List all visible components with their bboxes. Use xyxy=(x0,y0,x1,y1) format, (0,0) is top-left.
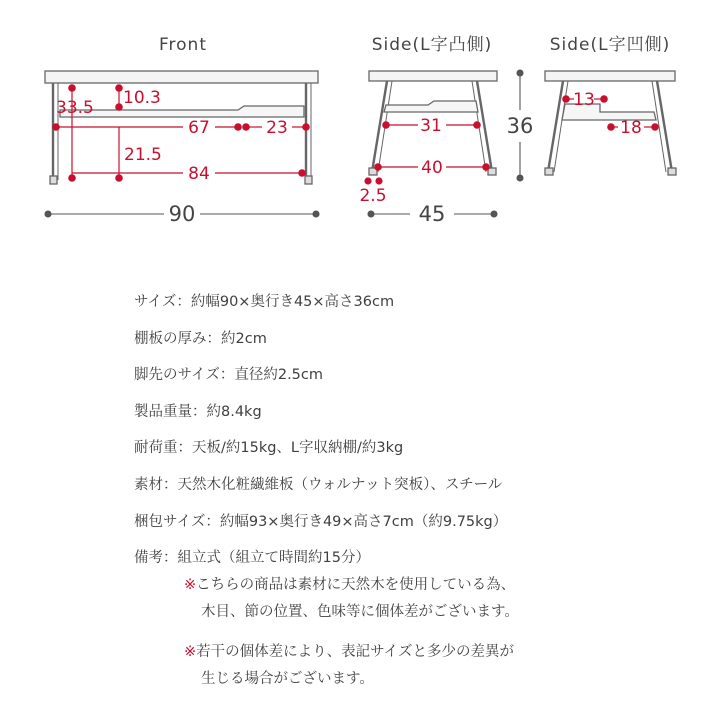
note-mark: ※ xyxy=(184,577,197,593)
front-leg-tip-left xyxy=(50,176,57,184)
spec-shelf-thickness: 棚板の厚み：約2cm xyxy=(134,330,267,347)
front-inner-width-label: 67 xyxy=(188,118,210,138)
front-total-height-label: 33.5 xyxy=(56,98,94,118)
note-text-line: 木目、節の位置、色味等に個体差がございます。 xyxy=(201,604,519,620)
note-text-line: こちらの商品は素材に天然木を使用している為、 xyxy=(196,577,516,593)
side-convex-leg-span-label: 40 xyxy=(421,158,443,178)
front-shelf-width-label: 23 xyxy=(266,118,288,138)
spec-remarks: 備考：組立式（組立て時間約15分） xyxy=(134,550,370,567)
front-view-title: Front xyxy=(159,35,207,55)
spec-material: 素材：天然木化粧繊維板（ウォルナット突板）、スチール xyxy=(134,476,503,493)
spec-size: サイズ：約幅90×奥行き45×高さ36cm xyxy=(134,294,395,310)
note-size-variance xyxy=(184,639,704,693)
side-convex-shelf-depth-label: 31 xyxy=(420,116,442,136)
side-concave-shelf-depth-label: 18 xyxy=(620,118,642,138)
side-concave-tabletop xyxy=(545,71,675,81)
side-overall-depth-label: 45 xyxy=(418,202,446,226)
note-mark: ※ xyxy=(184,644,197,660)
spec-package-size: 梱包サイズ：約幅93×奥行き49×高さ7cm（約9.75kg） xyxy=(134,513,508,530)
side-convex-view-title: Side(L字凸側) xyxy=(371,35,493,55)
note-natural-wood xyxy=(184,572,704,626)
front-l-shelf xyxy=(60,106,304,117)
side-concave-shelf-offset-label: 13 xyxy=(573,90,595,110)
front-leg-tip-right xyxy=(305,176,312,184)
spec-leg-tip-size: 脚先のサイズ：直径約2.5cm xyxy=(134,367,323,384)
spec-product-weight: 製品重量：約8.4kg xyxy=(134,403,262,420)
front-shelf-clearance-label: 21.5 xyxy=(124,145,162,165)
note-text-line: 若干の個体差により、表記サイズと多少の差異が xyxy=(196,644,514,660)
spec-load-capacity: 耐荷重：天板/約15kg、L字収納棚/約3kg xyxy=(134,440,404,457)
dimension-diagram xyxy=(0,0,720,270)
side-convex-l-shelf xyxy=(384,101,478,112)
front-leg-span-label: 84 xyxy=(188,164,210,184)
spec-list xyxy=(134,284,694,577)
side-overall-height-label: 36 xyxy=(506,114,534,138)
front-overall-width-label: 90 xyxy=(168,202,196,226)
side-convex-leg-diameter-label: 2.5 xyxy=(359,186,387,206)
notes-section xyxy=(184,572,704,706)
front-top-gap-label: 10.3 xyxy=(123,88,161,108)
side-concave-drawing xyxy=(545,71,676,175)
front-tabletop xyxy=(45,71,318,83)
side-concave-view-title: Side(L字凹側) xyxy=(549,35,671,55)
note-text-line: 生じる場合がございます。 xyxy=(201,671,374,687)
side-convex-tabletop xyxy=(369,71,497,81)
